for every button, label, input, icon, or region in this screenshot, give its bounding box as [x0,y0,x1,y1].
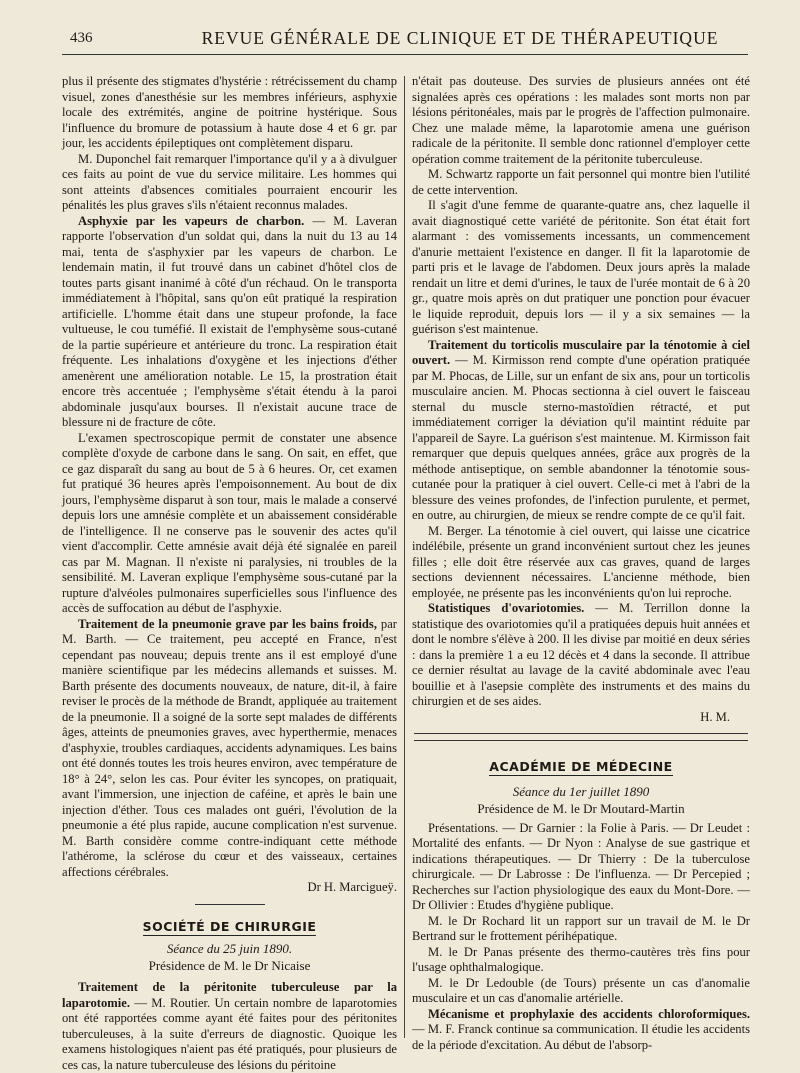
running-title: REVUE GÉNÉRALE DE CLINIQUE ET DE THÉRAPEUTIQUE [201,28,719,48]
paragraph-text: — M. Laveran rapporte l'observation d'un soldat qui, dans la nuit du 13 au 14 mai, tenta de s'asphyxier par les vapeurs de charbon. Le lendemain matin, il fut trouvé dans un cabinet d'hôtel clos de toutes parts gisant inanimé à côté d'un réchaud. On le transporta immédiatement à l'hôpital, sans qu'on eût pratiqué la respiration artificielle. L'homme était dans une stupeur profonde, la face vultueuse, le cou tuméfié. Il existait de l'emphysème sous-cutané de la partie supérieure et antérieure du tronc. La respiration était fréquente. Les inhalations d'oxygène et les injections d'éther amenèrent une amélioration notable. Le 15, la prostration était encore très accentuée ; l'emphysème s'était étendu à la paroi abdominale jusqu'aux bourses. Il n'existait aucune trace de blessure ni de fracture de côte. [62,213,398,429]
paragraph [412,1007,750,1054]
paragraph-text: — M. Kirmisson rend compte d'une opération pratiquée par M. Phocas, de Lille, sur un enfant de six ans, pour un torticolis musculaire ancien. M. Phocas sectionna à ciel ouvert le faisceau sternal du muscle sterno-mastoïdien rétracté, et put immédiatement corriger la déviation qu'il maintint réduite par l'appareil de Sayre. La guérison s'est maintenue. M. Kirmisson fait remarquer que depuis quelques années, grâce aux progrès de la méthode antiseptique, on semble abandonner la ténotomie sous-cutanée pour la pratiquer à ciel ouvert. Celle-ci met à l'abri de la blessure des veines profondes, de l'infection purulente, et permet, en outre, au chirurgien, de mieux se rendre compte de ce qu'il fait. [412,353,750,522]
paragraph-text: — M. F. Franck continue sa communication. Il étudie les accidents de la période d'excitation. Au début de l'absorp- [412,1022,750,1052]
separator-rule [414,733,748,734]
paragraph: n'était pas douteuse. Des survies de plusieurs années ont été signalées après ces opérations : les malades sont morts non par lésions péritonéales, mais par le progrès de l'affection pulmonaire. Chez une malade même, la laparotomie amena une guérison radicale de la péritonite. Il semble donc rationnel d'employer cette opération comme traitement de la péritonite tuberculeuse. [412,74,750,166]
left-column [62,74,398,1072]
session-date: Séance du 25 juin 1890. [166,941,293,956]
paragraph [412,338,750,524]
separator-rule [195,904,265,905]
paragraph: M. le Dr Panas présente des thermo-cautères très fins pour l'usage ophthalmalogique. [412,944,750,974]
section-title-text: SOCIÉTÉ DE CHIRURGIE [142,918,317,934]
paragraph [62,980,397,1073]
article-heading: Traitement de la pneumonie grave par les bains froids, [78,616,377,631]
article-heading: Mécanisme et prophylaxie des accidents chloroformiques. [428,1006,750,1021]
section-title-text: ACADÉMIE DE MÉDECINE [489,759,673,774]
session-date: Séance du 1er juillet 1890 [512,783,650,799]
paragraph: Présentations. — Dr Garnier : la Folie à Paris. — Dr Leudet : Mortalité des enfants. — Dr Nyon : Analyse de sue gastrique et indications thérapeutiques. — Dr Thierry : De la tuberculose chirurgicale. — Dr Labrosse : De l'influenza. — Dr Percepied ; Recherches sur l'action physiologique des eaux du Mont-Dore. — Dr Ollivier : Etudes d'hygiène publique. [412,820,750,912]
article-heading: Traitement du torticolis musculaire par la ténotomie à ciel ouvert. [412,337,750,367]
right-column [412,74,751,1052]
paragraph-text: par M. Barth. — Ce traitement, peu accepté en France, n'est cependant pas nouveau; depuis trente ans il est employé d'une manière scientifique par les médecins allemands et suisses. M. Barth présente des documents nouveaux, de nature, dit-il, à faire reviser le procès de la méthode de Brandt, appliquée au traitement de la pneumonie. Il a soigné de la sorte sept malades de différents âges, atteints de pneumonies graves, avec hyperthermie, menaces d'asphyxie, troubles cardiaques, accidents adynamiques. Les bains ont été donnés toutes les trois heures environ, avec température de 18° à 24°, selon les cas. Pour éviter les syncopes, on pratiquait, avant l'immersion, une injection de caféine, et après le bain une injection d'éther. Tous ces malades ont guéri, l'évolution de la pneumonie a été plus rapide, aucune complication n'est survenue. M. Barth considère comme contre-indiquant cette méthode l'athérome, la sclérose du cœur et des vaisseaux, certaines affections cérébrales. [62,616,398,879]
signature: H. M. [700,709,730,724]
session-presidency: Présidence de M. le Dr Nicaise [148,958,311,973]
article-heading: Statistiques d'ovariotomies. [428,601,585,615]
paragraph: L'examen spectroscopique permit de constater une absence complète d'oxyde de carbone dans le sang. On sait, en effet, que ce gaz disparaît du sang au bout de 5 à 6 heures. Or, cet examen fut pratiqué 36 heures après l'empoisonnement. Au bout de dix jours, l'emphysème disparut à son tour, mais le malade a conservé depuis lors une amnésie complète et un abaissement considérable de l'intelligence. Il ne conserve pas le souvenir des actes qu'il vient d'accomplir. Cette amnésie avait déjà été signalée en pareil cas par M. Magnan. Il n'existe ni paralysies, ni troubles de la sensibilité. M. Laveran explique l'emphysème sous-cutané par la rupture d'alvéoles pulmonaires superficielles sous l'influence des accès de suffocation au début de l'asphyxie. [62,430,397,615]
paragraph [62,214,397,431]
paragraph-text: — M. Routier. Un certain nombre de laparotomies ont été rapportées comme ayant été faites pour des péritonites tuberculeuses, à la suite d'erreurs de diagnostic. Quoique les examens histologiques n'aient pas été pratiqués, pour plusieurs de ces cas, la nature tuberculeuse des lésions du péritoine [62,995,397,1072]
page-number: 436 [70,30,93,46]
paragraph [62,617,397,881]
page-header [62,28,748,55]
article-heading: Asphyxie par les vapeurs de charbon. [78,213,305,228]
paragraph: M. Schwartz rapporte un fait personnel qui montre bien l'utilité de cette intervention. [412,167,750,197]
paragraph: Il s'agit d'une femme de quarante-quatre ans, chez laquelle il avait diagnostiqué cette variété de péritonite. Son état était fort alarmant : des vomissements incessants, un commencement d'anurie mettaient l'existence en danger. Il fit la laparotomie de parti pris et le lavage de l'abdomen. Deux jours après la malade rendait un litre et demi d'urines, le taux de l'urée montait de 6 à 20 gr., quatre mois après on dut pratiquer une ponction pour évacuer le liquide reproduit, depuis lors — il y a six semaines — la guérison s'est maintenue. [412,198,750,336]
paragraph: plus il présente des stigmates d'hystérie : rétrécissement du champ visuel, zones d'anesthésie sur les membres inférieurs, asphyxie locale des extrémités, angine de poitrine hystérique. Sous l'influence du bromure de potassium à haute dose 4 et 6 gr. par jour, les accidents épileptiques ont complètement disparu. [62,74,397,150]
section-title [62,919,397,935]
signature: Dr H. Marcigueÿ. [307,880,397,894]
session-presidency: Présidence de M. le Dr Moutard-Martin [477,800,685,816]
paragraph: M. Berger. La ténotomie à ciel ouvert, qui laisse une cicatrice indélébile, présente un grand inconvénient surtout chez les jeunes filles ; elle doit être réservée aux cas graves, quand de larges sections deviennent nécessaires. L'ancienne méthode, bien employée, ne présente pas les inconvénients qu'on lui reproche. [412,523,750,600]
article-heading: Traitement de la péritonite tuberculeuse par la laparotomie. [62,980,397,1010]
column-divider [404,76,405,1038]
paragraph: M. le Dr Ledouble (de Tours) présente un cas d'anomalie musculaire et un cas d'anomalie artérielle. [412,975,750,1005]
paragraph [412,601,750,710]
paragraph: M. Duponchel fait remarquer l'importance qu'il y a à divulguer ces faits au point de vue du service militaire. Les hommes qui sont atteints d'absences comitiales pourraient encourir les pénalités les plus graves s'ils n'étaient reconnus malades. [62,151,397,212]
paragraph-text: — M. Terrillon donne la statistique des ovariotomies qu'il a pratiquées depuis huit années et dont le nombre s'élève à 200. Il les divise par moitié en deux séries : dans la première 1 a eu 12 décès et 4 dans la seconde. Il attribue ce dernier résultat au lavage de la cavité abdominale avec l'eau bouillie et à l'asepsie complète des instruments et des mains du chirurgien et de ses aides. [412,601,751,708]
section-title [412,759,750,775]
paragraph: M. le Dr Rochard lit un rapport sur un travail de M. le Dr Bertrand sur le frottement périhépatique. [412,913,750,943]
separator-rule [414,740,748,741]
